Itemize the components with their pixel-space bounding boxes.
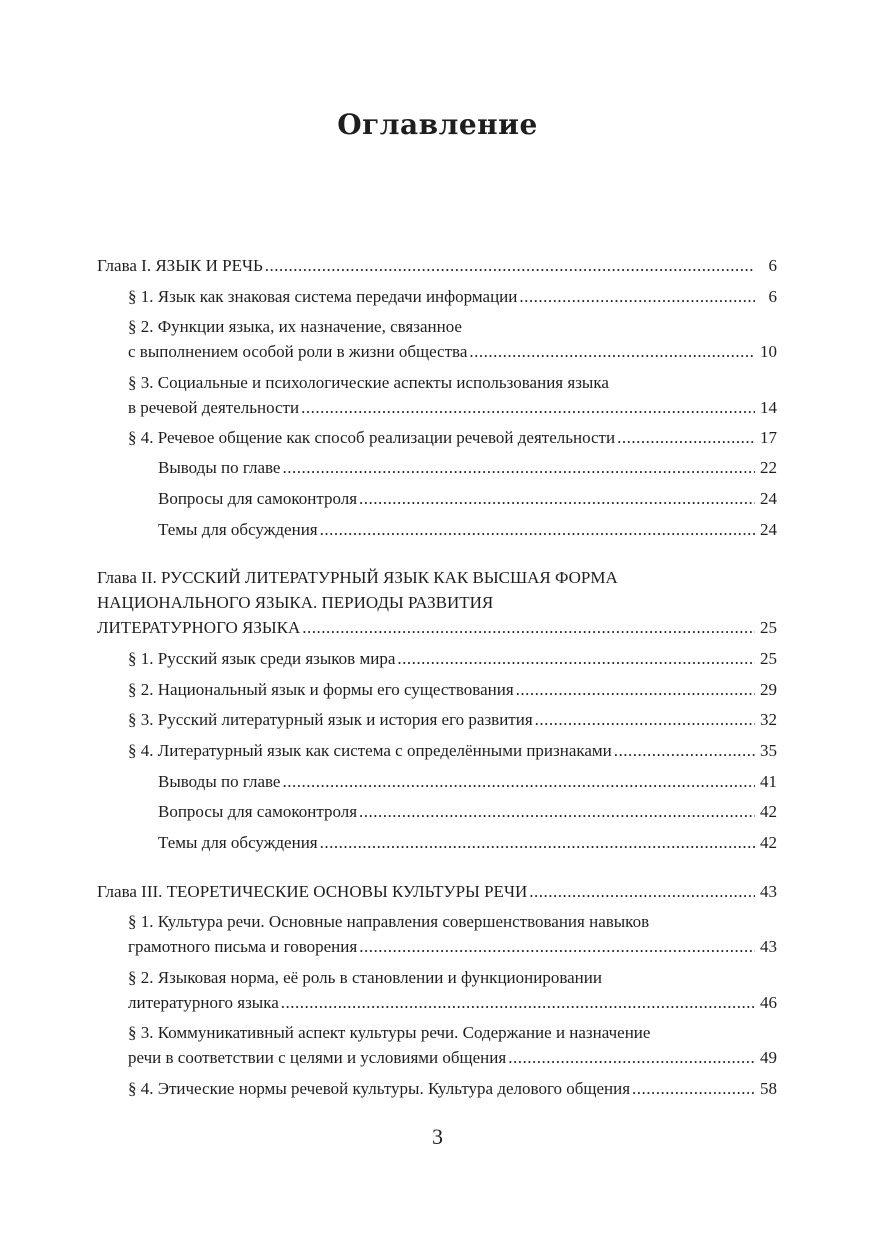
dot-leader bbox=[529, 879, 755, 904]
toc-entry-text: ЛИТЕРАТУРНОГО ЯЗЫКА bbox=[97, 618, 301, 637]
toc-entry-text: в речевой деятельности bbox=[128, 398, 300, 417]
toc-entry-text: § 2. Национальный язык и формы его существования bbox=[128, 680, 514, 699]
toc-page-number: 17 bbox=[760, 428, 777, 447]
dot-leader bbox=[469, 339, 755, 364]
toc-entry-text: § 1. Русский язык среди языков мира bbox=[128, 649, 396, 668]
toc-page-number: 43 bbox=[760, 882, 777, 901]
toc-entry-text: § 4. Литературный язык как система с определёнными признаками bbox=[128, 741, 612, 760]
toc-page-number: 22 bbox=[760, 458, 777, 477]
dot-leader bbox=[359, 486, 755, 511]
dot-leader bbox=[282, 455, 755, 480]
dot-leader bbox=[302, 615, 755, 640]
toc-entry-text: § 2. Функции языка, их назначение, связанное bbox=[128, 317, 462, 336]
page-title: Оглавление bbox=[337, 108, 538, 141]
toc-entry-text: Вопросы для самоконтроля bbox=[158, 802, 358, 821]
toc-entry-subitem bbox=[158, 769, 777, 794]
toc-page-number: 58 bbox=[760, 1079, 777, 1098]
dot-leader bbox=[320, 830, 755, 855]
toc-entry-text: речи в соответствии с целями и условиями общения bbox=[128, 1048, 507, 1067]
dot-leader bbox=[519, 284, 755, 309]
toc-entry-text: § 1. Язык как знаковая система передачи информации bbox=[128, 287, 518, 306]
dot-leader bbox=[614, 738, 755, 763]
toc-entry-text: с выполнением особой роли в жизни общества bbox=[128, 342, 468, 361]
toc-page-number: 41 bbox=[760, 772, 777, 791]
dot-leader bbox=[617, 425, 755, 450]
toc-page-number: 14 bbox=[760, 398, 777, 417]
toc-page-number: 25 bbox=[760, 649, 777, 668]
dot-leader bbox=[320, 517, 755, 542]
dot-leader bbox=[301, 395, 755, 420]
toc-entry-text: § 1. Культура речи. Основные направления совершенствования навыков bbox=[128, 912, 650, 931]
toc-entry-text: Темы для обсуждения bbox=[158, 520, 318, 539]
toc-entry-text: § 4. Этические нормы речевой культуры. Культура делового общения bbox=[128, 1079, 631, 1098]
toc-page-number: 6 bbox=[768, 287, 777, 306]
toc-entry-section bbox=[128, 370, 777, 420]
dot-leader bbox=[632, 1076, 755, 1101]
toc-page-number: 25 bbox=[760, 618, 777, 637]
dot-leader bbox=[508, 1045, 755, 1070]
toc-entry-chapter-3 bbox=[97, 879, 777, 904]
dot-leader bbox=[265, 253, 755, 278]
toc-entry-text: Глава I. ЯЗЫК И РЕЧЬ bbox=[97, 256, 263, 275]
toc-entry-section bbox=[128, 1076, 777, 1101]
toc-entry-text: Глава II. РУССКИЙ ЛИТЕРАТУРНЫЙ ЯЗЫК КАК ВЫСШАЯ ФОРМА bbox=[97, 568, 618, 587]
toc-entry-section bbox=[128, 677, 777, 702]
toc-entry-text: Вопросы для самоконтроля bbox=[158, 489, 358, 508]
toc-entry-text: литературного языка bbox=[128, 993, 279, 1012]
toc-entry-text: Темы для обсуждения bbox=[158, 833, 318, 852]
toc-page-number: 29 bbox=[760, 680, 777, 699]
toc-entry-text: грамотного письма и говорения bbox=[128, 937, 358, 956]
toc-page-number: 24 bbox=[760, 520, 777, 539]
toc-entry-section bbox=[128, 284, 777, 309]
toc-entry-section bbox=[128, 965, 777, 1015]
toc-entry-section bbox=[128, 909, 777, 959]
toc-entry-text: НАЦИОНАЛЬНОГО ЯЗЫКА. ПЕРИОДЫ РАЗВИТИЯ bbox=[97, 593, 494, 612]
toc-page-number: 46 bbox=[760, 993, 777, 1012]
dot-leader bbox=[535, 707, 755, 732]
toc-entry-section bbox=[128, 646, 777, 671]
toc-entry-chapter-2 bbox=[97, 565, 777, 640]
dot-leader bbox=[281, 990, 755, 1015]
toc-page-number: 24 bbox=[760, 489, 777, 508]
toc-entry-section bbox=[128, 1020, 777, 1070]
toc-page-number: 6 bbox=[768, 256, 777, 275]
dot-leader bbox=[359, 799, 755, 824]
toc-entry-text: Выводы по главе bbox=[158, 458, 281, 477]
toc-entry-text: Выводы по главе bbox=[158, 772, 281, 791]
toc-entry-section bbox=[128, 707, 777, 732]
toc-entry-text: § 3. Социальные и психологические аспекты использования языка bbox=[128, 373, 609, 392]
dot-leader bbox=[516, 677, 755, 702]
toc-entry-text: § 3. Русский литературный язык и история его развития bbox=[128, 710, 533, 729]
toc-page-number: 42 bbox=[760, 802, 777, 821]
toc-page-number: 42 bbox=[760, 833, 777, 852]
toc-page-number: 35 bbox=[760, 741, 777, 760]
dot-leader bbox=[397, 646, 755, 671]
page-number: 3 bbox=[432, 1124, 443, 1149]
toc-entry-text: § 4. Речевое общение как способ реализации речевой деятельности bbox=[128, 428, 616, 447]
toc-entry-subitem bbox=[158, 486, 777, 511]
toc-entry-section bbox=[128, 425, 777, 450]
toc-entry-section bbox=[128, 738, 777, 763]
toc-page-number: 43 bbox=[760, 937, 777, 956]
toc-entry-subitem bbox=[158, 517, 777, 542]
toc-entry-section bbox=[128, 314, 777, 364]
dot-leader bbox=[359, 934, 755, 959]
toc-page-number: 10 bbox=[760, 342, 777, 361]
toc-entry-text: § 3. Коммуникативный аспект культуры речи. Содержание и назначение bbox=[128, 1023, 651, 1042]
toc-entry-chapter-1 bbox=[97, 253, 777, 278]
toc-page-number: 49 bbox=[760, 1048, 777, 1067]
toc-page-number: 32 bbox=[760, 710, 777, 729]
toc-entry-subitem bbox=[158, 799, 777, 824]
toc-entry-subitem bbox=[158, 830, 777, 855]
toc-entry-text: § 2. Языковая норма, её роль в становлении и функционировании bbox=[128, 968, 602, 987]
dot-leader bbox=[282, 769, 755, 794]
toc-entry-subitem bbox=[158, 455, 777, 480]
toc-entry-text: Глава III. ТЕОРЕТИЧЕСКИЕ ОСНОВЫ КУЛЬТУРЫ РЕЧИ bbox=[97, 882, 528, 901]
